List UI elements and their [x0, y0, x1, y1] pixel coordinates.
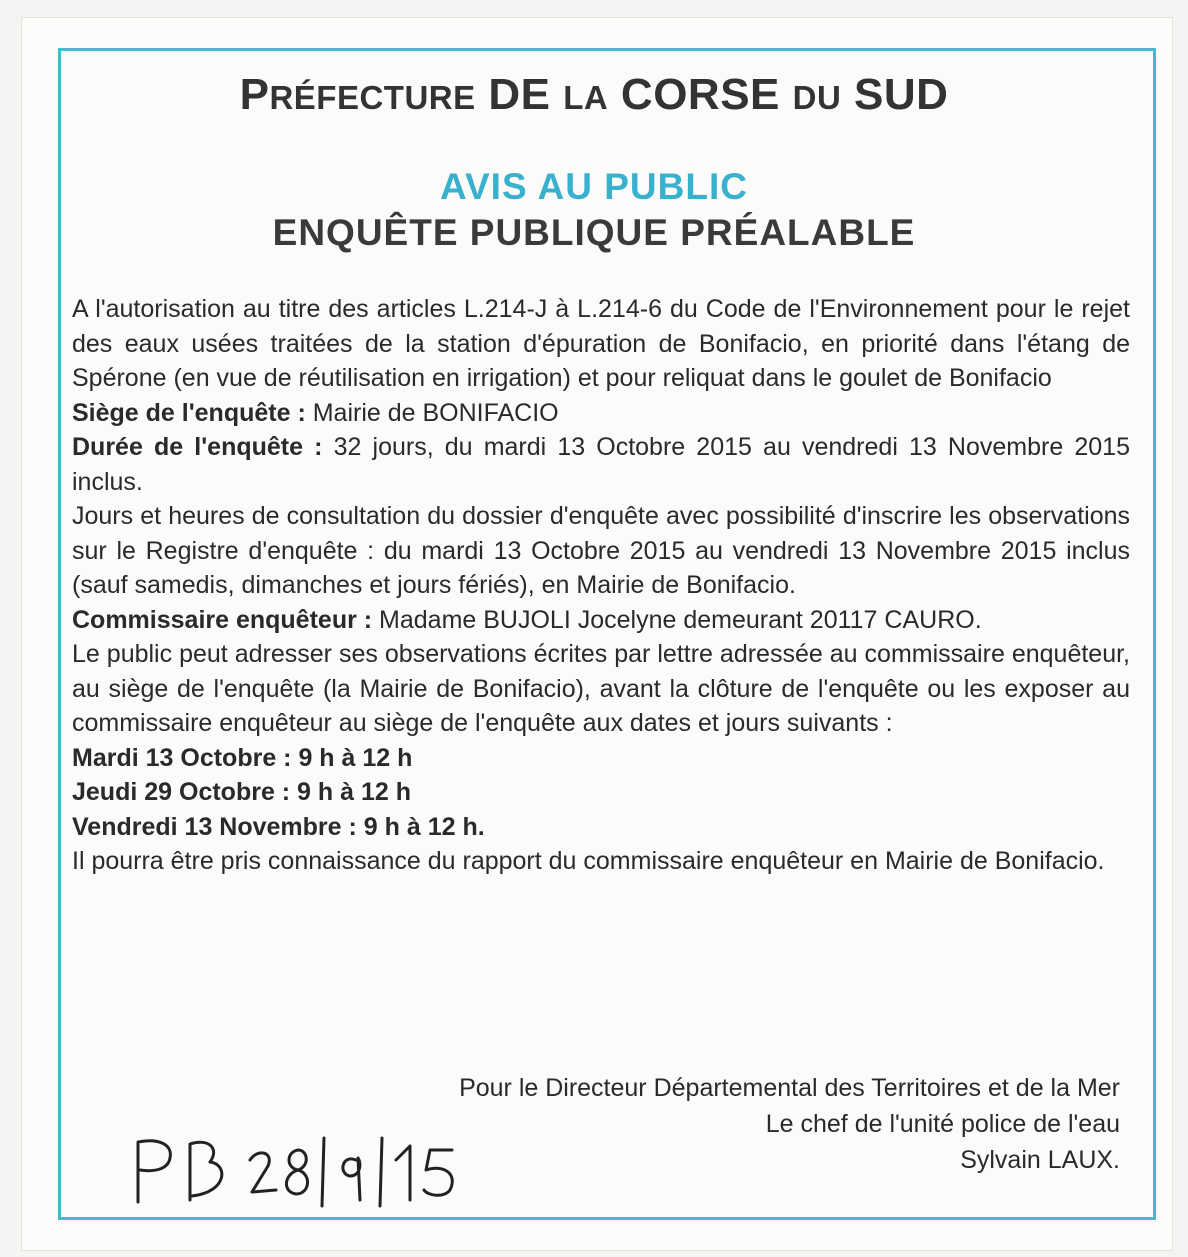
report-paragraph: Il pourra être pris connaissance du rapport du commissaire enquêteur en Mairie de Bonifacio.	[72, 847, 1105, 875]
title-part: DE	[475, 70, 564, 119]
signature-line-3: Sylvain LAUX.	[960, 1146, 1120, 1174]
handwriting-stroke	[250, 1153, 276, 1192]
notice-body	[72, 292, 1130, 879]
handwriting-stroke	[343, 1158, 360, 1200]
seat-line	[72, 396, 1130, 431]
title-part: CORSE	[608, 70, 793, 119]
title-part: P	[239, 70, 270, 119]
handwriting-stroke	[380, 1138, 382, 1206]
notice-heading: AVIS AU PUBLIC	[440, 166, 748, 207]
inquiry-heading: ENQUÊTE PUBLIQUE PRÉALABLE	[272, 212, 916, 253]
handwritten-note	[128, 1130, 478, 1210]
handwriting-stroke	[190, 1142, 222, 1200]
commissioner-label: Commissaire enquêteur :	[72, 605, 373, 634]
intro-paragraph: A l'autorisation au titre des articles L.214-J à L.214-6 du Code de l'Environnement pour le rejet des eaux usées traitées de la station d'épuration de Bonifacio, en priorité dans l'étang de Spérone (en vue de réutilisation en irrigation) et pour reliquat dans le goulet de Bonifacio	[72, 295, 1130, 392]
title-part: DU	[792, 79, 842, 116]
seat-value: Mairie de BONIFACIO	[305, 398, 559, 427]
title-part: SUD	[841, 70, 949, 119]
date-line: Jeudi 29 Octobre : 9 h à 12 h	[72, 778, 412, 806]
consultation-paragraph: Jours et heures de consultation du dossier d'enquête avec possibilité d'inscrire les observations sur le Registre d'enquête : du mardi 13 Octobre 2015 au vendredi 13 Novembre 2015 inclus (sauf samedis, dimanches et jours fériés), en Mairie de Bonifacio.	[72, 502, 1130, 599]
commissioner-line	[72, 603, 1130, 638]
date-line: Mardi 13 Octobre : 9 h à 12 h	[72, 743, 413, 772]
prefecture-title	[0, 70, 1188, 120]
handwriting-stroke	[138, 1141, 170, 1202]
signature-line-2: Le chef de l'unité police de l'eau	[765, 1110, 1120, 1138]
seat-label: Siège de l'enquête :	[72, 398, 306, 427]
duration-label: Durée de l'enquête :	[72, 433, 323, 461]
handwriting-stroke	[396, 1146, 410, 1200]
handwriting-stroke	[424, 1150, 452, 1195]
public-paragraph: Le public peut adresser ses observations écrites par lettre adressée au commissaire enquêteur, au siège de l'enquête (la Mairie de Bonifacio), avant la clôture de l'enquête ou les exposer au commissaire enquêteur au siège de l'enquête aux dates et jours suivants :	[72, 640, 1130, 737]
date-line: Vendredi 13 Novembre : 9 h à 12 h.	[72, 812, 485, 841]
commissioner-value: Madame BUJOLI Jocelyne demeurant 20117 CAURO.	[372, 605, 982, 634]
duration-value: 32 jours, du mardi 13 Octobre 2015 au vendredi 13 Novembre 2015 inclus.	[72, 433, 1130, 496]
title-part: LA	[563, 79, 609, 116]
title-part: RÉFECTURE	[269, 79, 476, 116]
signature-line-1: Pour le Directeur Départemental des Territoires et de la Mer	[459, 1074, 1120, 1102]
handwriting-stroke	[322, 1138, 324, 1206]
duration-line	[72, 430, 1130, 499]
handwriting-stroke	[286, 1150, 307, 1194]
signature-block	[459, 1070, 1120, 1178]
